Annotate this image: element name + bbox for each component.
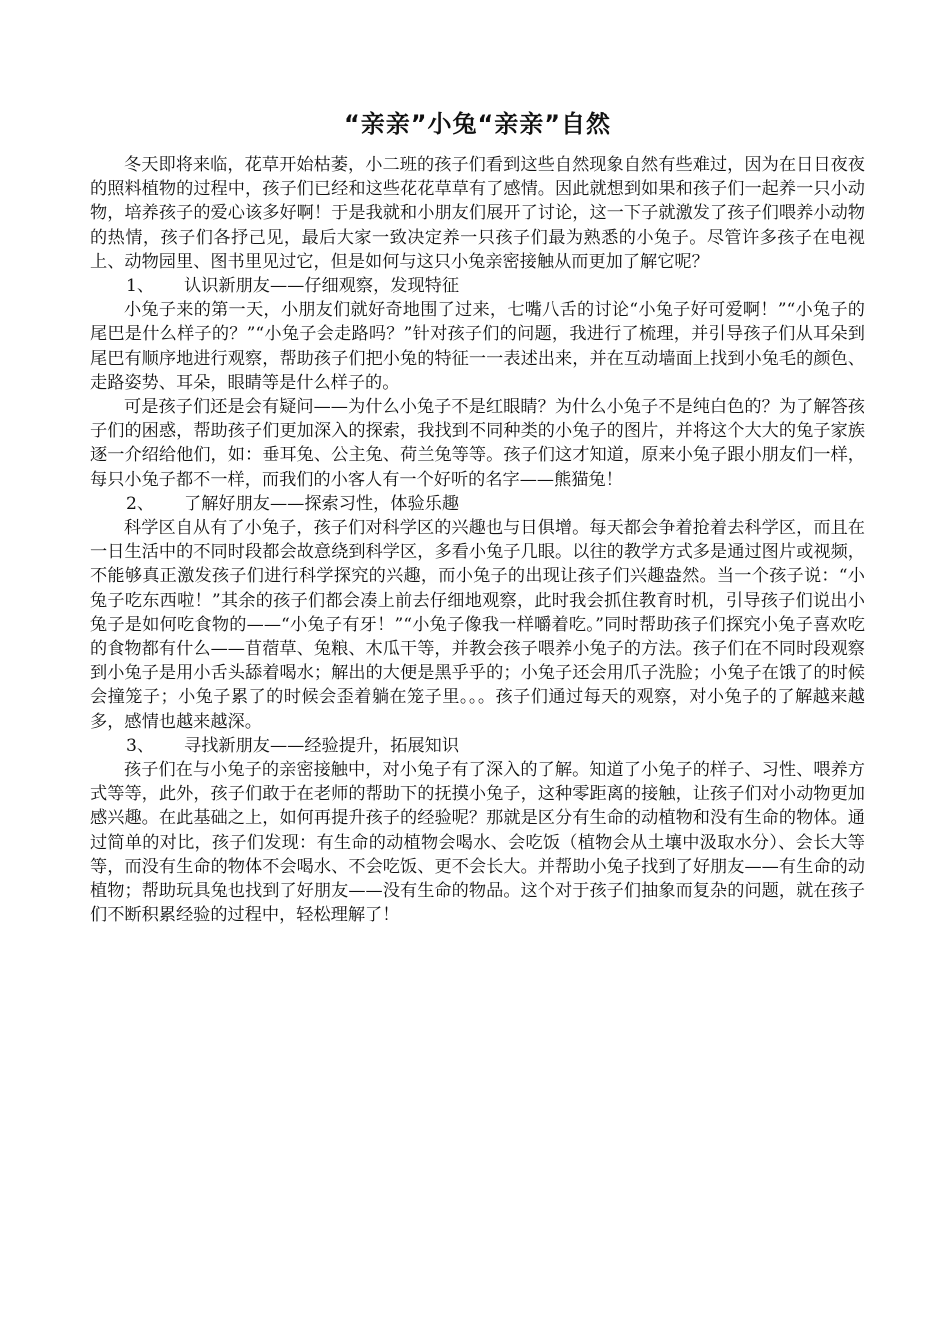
section-title: 寻找新朋友——经验提升，拓展知识 <box>184 735 460 756</box>
section-number: 3、 <box>126 735 155 756</box>
section-title: 认识新朋友——仔细观察，发现特征 <box>184 276 460 297</box>
body-paragraph: 孩子们在与小兔子的亲密接触中，对小兔子有了深入的了解。知道了小兔子的样子、习性、喂养方式等等，此外，孩子们敢于在老师的帮助下的抚摸小兔子，这种零距离的接触，让孩子们对小动物更加感兴趣。在此基础之上，如何再提升孩子的经验呢？那就是区分有生命的动植物和没有生命的物体。通过简单的对比，孩子们发现：有生命的动植物会喝水、会吃饭（植物会从土壤中汲取水分）、会长大等等，而没有生命的物体不会喝水、不会吃饭、更不会长大。并帮助小兔子找到了好朋友——有生命的动植物；帮助玩具兔也找到了好朋友——没有生命的物品。这个对于孩子们抽象而复杂的问题，就在孩子们不断积累经验的过程中，轻松理解了！ <box>90 760 865 926</box>
document-title: “亲亲”小兔“亲亲”自然 <box>343 110 612 138</box>
body-paragraph: 小兔子来的第一天，小朋友们就好奇地围了过来，七嘴八舌的讨论“小兔子好可爱啊！”“小兔子的尾巴是什么样子的？”“小兔子会走路吗？”针对孩子们的问题，我进行了梳理，并引导孩子们从耳朵到尾巴有顺序地进行观察，帮助孩子们把小兔的特征一一表述出来，并在互动墙面上找到小兔毛的颜色、走路姿势、耳朵，眼睛等是什么样子的。 <box>90 300 865 393</box>
document-page <box>90 105 865 928</box>
section-1 <box>90 274 865 492</box>
intro-paragraph: 冬天即将来临，花草开始枯萎，小二班的孩子们看到这些自然现象自然有些难过，因为在日日夜夜的照料植物的过程中，孩子们已经和这些花花草草有了感情。因此就想到如果和孩子们一起养一只小动物，培养孩子的爱心该多好啊！于是我就和小朋友们展开了讨论，这一下子就激发了孩子们喂养小动物的热情，孩子们各抒己见，最后大家一致决定养一只孩子们最为熟悉的小兔子。尽管许多孩子在电视上、动物园里、图书里见过它，但是如何与这只小兔亲密接触从而更加了解它呢？ <box>90 155 865 272</box>
section-number: 1、 <box>126 276 155 297</box>
section-number: 2、 <box>126 493 155 514</box>
section-2 <box>90 492 865 734</box>
section-title: 了解好朋友——探索习性，体验乐趣 <box>184 493 460 514</box>
body-paragraph: 可是孩子们还是会有疑问——为什么小兔子不是红眼睛？为什么小兔子不是纯白色的？为了解答孩子们的困惑，帮助孩子们更加深入的探索，我找到不同种类的小兔子的图片，并将这个大大的兔子家族逐一介绍给他们，如：垂耳兔、公主兔、荷兰兔等等。孩子们这才知道，原来小兔子跟小朋友们一样，每只小兔子都不一样，而我们的小客人有一个好听的名字——熊猫兔！ <box>90 397 865 490</box>
section-heading <box>90 734 865 758</box>
section-heading <box>90 274 865 298</box>
section-3 <box>90 734 865 928</box>
section-heading <box>90 492 865 516</box>
body-paragraph: 科学区自从有了小兔子，孩子们对科学区的兴趣也与日俱增。每天都会争着抢着去科学区，而且在一日生活中的不同时段都会故意绕到科学区，多看小兔子几眼。以往的教学方式多是通过图片或视频，不能够真正激发孩子们进行科学探究的兴趣，而小兔子的出现让孩子们兴趣盎然。当一个孩子说：“小兔子吃东西啦！”其余的孩子们都会凑上前去仔细地观察，此时我会抓住教育时机，引导孩子们说出小兔子是如何吃食物的——“小兔子有牙！”“小兔子像我一样嚼着吃。”同时帮助孩子们探究小兔子喜欢吃的食物都有什么——苜蓿草、兔粮、木瓜干等，并教会孩子喂养小兔子的方法。孩子们在不同时段观察到小兔子是用小舌头舔着喝水；解出的大便是黑乎乎的；小兔子还会用爪子洗脸；小兔子在饿了的时候会撞笼子；小兔子累了的时候会歪着躺在笼子里。。。孩子们通过每天的观察，对小兔子的了解越来越多，感情也越来越深。 <box>90 518 865 732</box>
